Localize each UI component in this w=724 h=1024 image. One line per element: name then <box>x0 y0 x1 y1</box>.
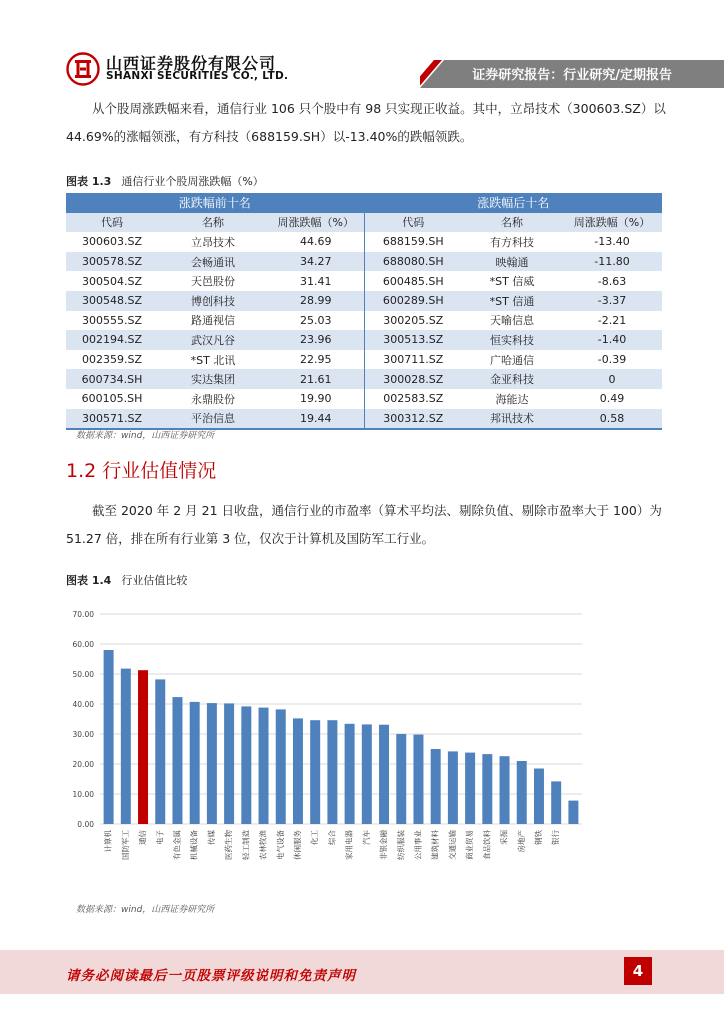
bar <box>345 724 355 824</box>
table-caption-label: 图表 1.3 <box>66 175 112 188</box>
x-tick-label: 商业贸易 <box>465 830 475 860</box>
valuation-paragraph <box>66 497 666 553</box>
bar <box>172 697 182 824</box>
stock-code-cell: 300205.SZ <box>364 311 462 331</box>
x-tick-label: 纺织服装 <box>396 830 406 860</box>
stock-code-cell: 300504.SZ <box>66 271 158 291</box>
bar <box>465 753 475 824</box>
bar <box>517 761 527 824</box>
stock-code-cell: 600734.SH <box>66 369 158 389</box>
weekly-change-cell: 19.90 <box>268 389 364 409</box>
stock-code-cell: 300312.SZ <box>364 409 462 429</box>
highlight-bar <box>138 670 148 824</box>
chart-caption-label: 图表 1.4 <box>66 574 112 587</box>
weekly-change-cell: -8.63 <box>562 271 662 291</box>
chart-source: 数据来源：wind，山西证券研究所 <box>76 905 215 915</box>
stock-name-cell: 海能达 <box>462 389 562 409</box>
column-header: 代码 <box>66 213 158 233</box>
x-tick-label: 交通运输 <box>447 830 457 860</box>
stock-code-cell: 300571.SZ <box>66 409 158 429</box>
stock-code-cell: 300603.SZ <box>66 232 158 252</box>
x-tick-label: 计算机 <box>103 830 113 853</box>
bar <box>482 754 492 824</box>
group-header-bottom10: 涨跌幅后十名 <box>364 193 662 213</box>
bar <box>104 650 114 824</box>
x-tick-label: 电子 <box>155 830 165 845</box>
valuation-bar-chart <box>66 598 586 898</box>
y-tick-label: 60.00 <box>72 640 94 649</box>
bar <box>293 718 303 824</box>
stock-code-cell: 600289.SH <box>364 291 462 311</box>
table-row <box>66 350 662 370</box>
company-logo-icon <box>66 52 100 86</box>
chart-caption <box>66 572 187 588</box>
page-number: 4 <box>624 957 652 985</box>
bar <box>276 709 286 824</box>
table-caption <box>66 173 264 189</box>
bar <box>379 725 389 824</box>
stock-name-cell: 立昂技术 <box>158 232 268 252</box>
stock-name-cell: 永鼎股份 <box>158 389 268 409</box>
x-tick-label: 电气设备 <box>275 830 285 860</box>
intro-paragraph <box>66 95 666 151</box>
weekly-change-cell: -3.37 <box>562 291 662 311</box>
bar <box>259 708 269 824</box>
stock-name-cell: 平治信息 <box>158 409 268 429</box>
weekly-change-cell: -1.40 <box>562 330 662 350</box>
stock-name-cell: *ST 信威 <box>462 271 562 291</box>
bar <box>551 781 561 824</box>
x-tick-label: 汽车 <box>361 830 371 845</box>
valuation-line-2: 51.27 倍，排在所有行业第 3 位，仅次于计算机及国防军工行业。 <box>66 531 435 546</box>
x-tick-label: 房地产 <box>516 830 526 853</box>
table-source: 数据来源：wind，山西证券研究所 <box>76 431 215 441</box>
stock-name-cell: 广哈通信 <box>462 350 562 370</box>
stock-name-cell: 金亚科技 <box>462 369 562 389</box>
stock-name-cell: 映翰通 <box>462 252 562 272</box>
company-name-en: SHANXI SECURITIES CO., LTD. <box>106 70 289 82</box>
stock-code-cell: 002359.SZ <box>66 350 158 370</box>
stock-code-cell: 300578.SZ <box>66 252 158 272</box>
x-tick-label: 银行 <box>551 830 561 845</box>
table-row <box>66 330 662 350</box>
weekly-change-cell: 23.96 <box>268 330 364 350</box>
table-row <box>66 369 662 389</box>
weekly-change-cell: 34.27 <box>268 252 364 272</box>
x-tick-label: 钢铁 <box>533 830 543 845</box>
weekly-change-cell: 31.41 <box>268 271 364 291</box>
x-tick-label: 采掘 <box>499 830 509 845</box>
y-tick-label: 0.00 <box>77 820 94 829</box>
x-tick-label: 有色金属 <box>172 830 182 860</box>
y-tick-label: 20.00 <box>72 760 94 769</box>
y-tick-label: 70.00 <box>72 610 94 619</box>
stock-name-cell: 天邑股份 <box>158 271 268 291</box>
intro-line-1: 从个股周涨跌幅来看，通信行业 106 只个股中有 98 只实现正收益。其中，立昂技术（300603.SZ）以 <box>92 101 666 116</box>
stock-name-cell: 博创科技 <box>158 291 268 311</box>
bar <box>500 756 510 824</box>
stock-name-cell: 路通视信 <box>158 311 268 331</box>
group-header-top10: 涨跌幅前十名 <box>66 193 364 213</box>
weekly-change-cell: 0.58 <box>562 409 662 429</box>
bar <box>241 706 251 824</box>
stock-code-cell: 002194.SZ <box>66 330 158 350</box>
table-caption-title: 通信行业个股周涨跌幅（%） <box>121 175 264 188</box>
bar <box>431 749 441 824</box>
bar <box>327 720 337 824</box>
y-tick-label: 10.00 <box>72 790 94 799</box>
x-tick-label: 化工 <box>310 830 320 845</box>
weekly-change-cell: 25.03 <box>268 311 364 331</box>
weekly-change-cell: -2.21 <box>562 311 662 331</box>
x-tick-label: 家用电器 <box>344 830 354 860</box>
column-header: 名称 <box>158 213 268 233</box>
stock-name-cell: 实达集团 <box>158 369 268 389</box>
bar <box>568 801 578 824</box>
bar <box>190 702 200 824</box>
x-tick-label: 非银金融 <box>379 830 389 860</box>
stock-name-cell: 会畅通讯 <box>158 252 268 272</box>
weekly-change-cell: 19.44 <box>268 409 364 429</box>
x-tick-label: 休闲服务 <box>292 830 302 860</box>
stock-code-cell: 300711.SZ <box>364 350 462 370</box>
bar <box>534 769 544 825</box>
stock-name-cell: 恒实科技 <box>462 330 562 350</box>
y-tick-label: 30.00 <box>72 730 94 739</box>
stock-name-cell: 天喻信息 <box>462 311 562 331</box>
stock-code-cell: 300028.SZ <box>364 369 462 389</box>
table-row <box>66 311 662 331</box>
table-row <box>66 271 662 291</box>
table-row <box>66 291 662 311</box>
stock-name-cell: *ST 北讯 <box>158 350 268 370</box>
weekly-change-cell: 21.61 <box>268 369 364 389</box>
y-tick-label: 40.00 <box>72 700 94 709</box>
table-row <box>66 252 662 272</box>
stock-code-cell: 600105.SH <box>66 389 158 409</box>
stock-code-cell: 688080.SH <box>364 252 462 272</box>
weekly-change-cell: 22.95 <box>268 350 364 370</box>
table-row <box>66 232 662 252</box>
x-tick-label: 建筑材料 <box>430 830 440 860</box>
x-tick-label: 轻工制造 <box>241 830 251 860</box>
weekly-change-cell: 44.69 <box>268 232 364 252</box>
bar <box>310 720 320 824</box>
weekly-change-cell: -11.80 <box>562 252 662 272</box>
weekly-change-cell: -13.40 <box>562 232 662 252</box>
valuation-line-1: 截至 2020 年 2 月 21 日收盘，通信行业的市盈率（算术平均法、剔除负值、剔除市盈率大于 100）为 <box>92 503 662 518</box>
report-type-label: 证券研究报告：行业研究/定期报告 <box>472 68 672 83</box>
column-header: 周涨跌幅（%） <box>562 213 662 233</box>
company-name-cn: 山西证券股份有限公司 <box>106 54 277 73</box>
footer-disclaimer: 请务必阅读最后一页股票评级说明和免责声明 <box>66 968 356 984</box>
x-tick-label: 国防军工 <box>120 830 130 860</box>
bar <box>224 703 234 824</box>
x-tick-label: 食品饮料 <box>482 830 492 860</box>
weekly-change-cell: 0.49 <box>562 389 662 409</box>
x-tick-label: 综合 <box>327 830 337 845</box>
chart-caption-title: 行业估值比较 <box>121 574 188 587</box>
weekly-change-cell: 28.99 <box>268 291 364 311</box>
x-tick-label: 农林牧渔 <box>258 830 268 860</box>
stock-name-cell: 武汉凡谷 <box>158 330 268 350</box>
stock-code-cell: 688159.SH <box>364 232 462 252</box>
weekly-change-cell: 0 <box>562 369 662 389</box>
column-header: 代码 <box>364 213 462 233</box>
x-tick-label: 公用事业 <box>413 830 423 860</box>
bar <box>448 751 458 824</box>
stock-change-table <box>66 193 662 430</box>
stock-code-cell: 300555.SZ <box>66 311 158 331</box>
column-header: 周涨跌幅（%） <box>268 213 364 233</box>
x-tick-label: 通信 <box>138 830 148 845</box>
bar <box>207 703 217 824</box>
column-header: 名称 <box>462 213 562 233</box>
stock-code-cell: 300513.SZ <box>364 330 462 350</box>
section-title: 1.2 行业估值情况 <box>66 460 217 482</box>
bar <box>362 724 372 824</box>
stock-code-cell: 600485.SH <box>364 271 462 291</box>
x-tick-label: 机械设备 <box>189 830 199 860</box>
y-tick-label: 50.00 <box>72 670 94 679</box>
stock-name-cell: 有方科技 <box>462 232 562 252</box>
bar <box>413 735 423 824</box>
weekly-change-cell: -0.39 <box>562 350 662 370</box>
table-row <box>66 389 662 409</box>
x-tick-label: 传媒 <box>206 830 216 845</box>
stock-code-cell: 002583.SZ <box>364 389 462 409</box>
intro-line-2: 44.69%的涨幅领涨，有方科技（688159.SH）以-13.40%的跌幅领跌。 <box>66 129 473 144</box>
table-row <box>66 409 662 429</box>
stock-code-cell: 300548.SZ <box>66 291 158 311</box>
x-tick-label: 医药生物 <box>224 830 234 860</box>
bar <box>396 734 406 824</box>
bar <box>155 679 165 824</box>
stock-name-cell: *ST 信通 <box>462 291 562 311</box>
bar <box>121 669 131 824</box>
stock-name-cell: 邦讯技术 <box>462 409 562 429</box>
